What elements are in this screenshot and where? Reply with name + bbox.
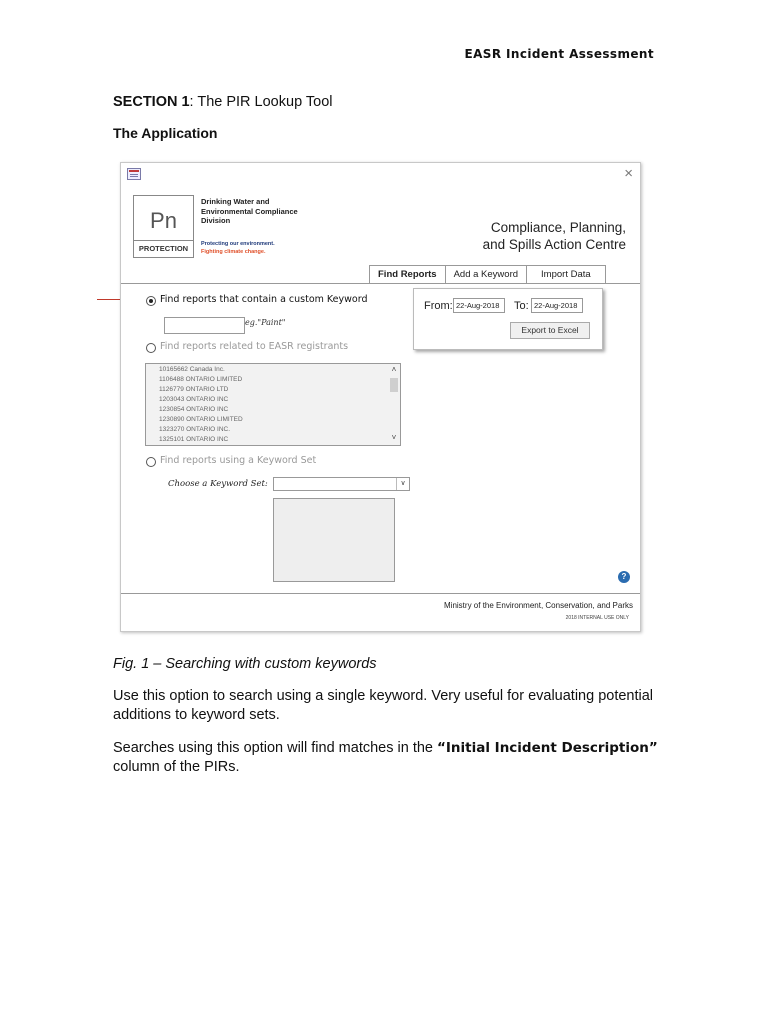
chevron-down-icon[interactable]: ∨	[396, 478, 409, 490]
from-date-field[interactable]: 22-Aug-2018	[453, 298, 505, 313]
list-item[interactable]: 10165662 Canada Inc.	[159, 366, 225, 373]
choose-set-label: Choose a Keyword Set:	[168, 479, 268, 489]
to-date-field[interactable]: 22-Aug-2018	[531, 298, 583, 313]
centre-title-line-1: Compliance, Planning,	[490, 220, 626, 235]
radio-registrants[interactable]	[146, 343, 156, 353]
option-registrants-label: Find reports related to EASR registrants	[160, 341, 349, 352]
export-excel-button[interactable]: Export to Excel	[510, 322, 590, 339]
option-custom-keyword-label: Find reports that contain a custom Keyword	[160, 294, 368, 305]
keyword-set-select[interactable]	[273, 477, 410, 491]
radio-custom-keyword[interactable]	[146, 296, 156, 306]
section-title	[113, 94, 333, 110]
registrant-list[interactable]	[145, 363, 401, 446]
centre-title	[366, 219, 626, 253]
document-header: EASR Incident Assessment	[464, 47, 654, 61]
subheading: The Application	[113, 125, 218, 141]
section-label: SECTION 1	[113, 94, 190, 110]
list-scrollbar[interactable]	[389, 365, 399, 444]
keyword-set-panel	[273, 498, 395, 582]
form-icon	[127, 168, 141, 180]
tab-import-data[interactable]: Import Data	[526, 265, 606, 284]
centre-title-line-2: and Spills Action Centre	[482, 237, 626, 252]
list-item[interactable]: 1325101 ONTARIO INC	[159, 436, 229, 443]
division-line-2: Environmental Compliance	[201, 206, 298, 216]
option-keyword-set-label: Find reports using a Keyword Set	[160, 455, 317, 466]
tagline-climate: Fighting climate change.	[201, 249, 266, 255]
list-item[interactable]: 1323270 ONTARIO INC.	[159, 426, 231, 433]
close-icon[interactable]: ×	[624, 165, 633, 182]
footer-divider	[121, 593, 640, 594]
to-label: To:	[514, 300, 529, 312]
tab-add-keyword[interactable]: Add a Keyword	[445, 265, 527, 284]
tab-find-reports[interactable]: Find Reports	[369, 265, 446, 284]
help-icon[interactable]: ?	[618, 571, 630, 583]
from-label: From:	[424, 300, 453, 312]
internal-use-note: 2018 INTERNAL USE ONLY	[565, 615, 629, 621]
keyword-input[interactable]	[164, 317, 245, 334]
app-window	[120, 162, 641, 632]
logo	[133, 195, 194, 258]
tab-bar	[369, 265, 605, 283]
initial-description-emphasis: “Initial Incident Description”	[437, 740, 658, 756]
section-title-text: : The PIR Lookup Tool	[189, 94, 333, 110]
paragraph-matches-end: column of the PIRs.	[113, 759, 240, 775]
paragraph-usage: Use this option to search using a single keyword. Very useful for evaluating potential additions to keyword sets.	[113, 688, 654, 723]
radio-keyword-set[interactable]	[146, 457, 156, 467]
chevron-up-icon[interactable]: ˄	[391, 365, 397, 374]
paragraph-matches	[113, 739, 673, 777]
division-line-3: Division	[201, 216, 231, 225]
division-name	[201, 197, 321, 226]
logo-band: PROTECTION	[134, 240, 193, 257]
scroll-thumb[interactable]	[390, 378, 398, 392]
logo-mark: Pn	[150, 208, 177, 233]
chevron-down-icon[interactable]: ˅	[391, 433, 397, 442]
tagline-protecting: Protecting our environment.	[201, 241, 275, 247]
keyword-hint: eg."Paint"	[245, 318, 286, 327]
division-line-1: Drinking Water and	[201, 197, 270, 206]
list-item[interactable]: 1106488 ONTARIO LIMITED	[159, 376, 243, 383]
figure-caption: Fig. 1 – Searching with custom keywords	[113, 656, 377, 672]
tab-divider	[121, 283, 640, 284]
ministry-name: Ministry of the Environment, Conservation, and Parks	[444, 601, 633, 610]
list-item[interactable]: 1230854 ONTARIO INC	[159, 406, 229, 413]
paragraph-matches-text: Searches using this option will find matches in the	[113, 740, 438, 756]
list-item[interactable]: 1230890 ONTARIO LIMITED	[159, 416, 243, 423]
date-range-panel	[413, 288, 603, 350]
list-item[interactable]: 1126779 ONTARIO LTD	[159, 386, 229, 393]
list-item[interactable]: 1203043 ONTARIO INC	[159, 396, 229, 403]
